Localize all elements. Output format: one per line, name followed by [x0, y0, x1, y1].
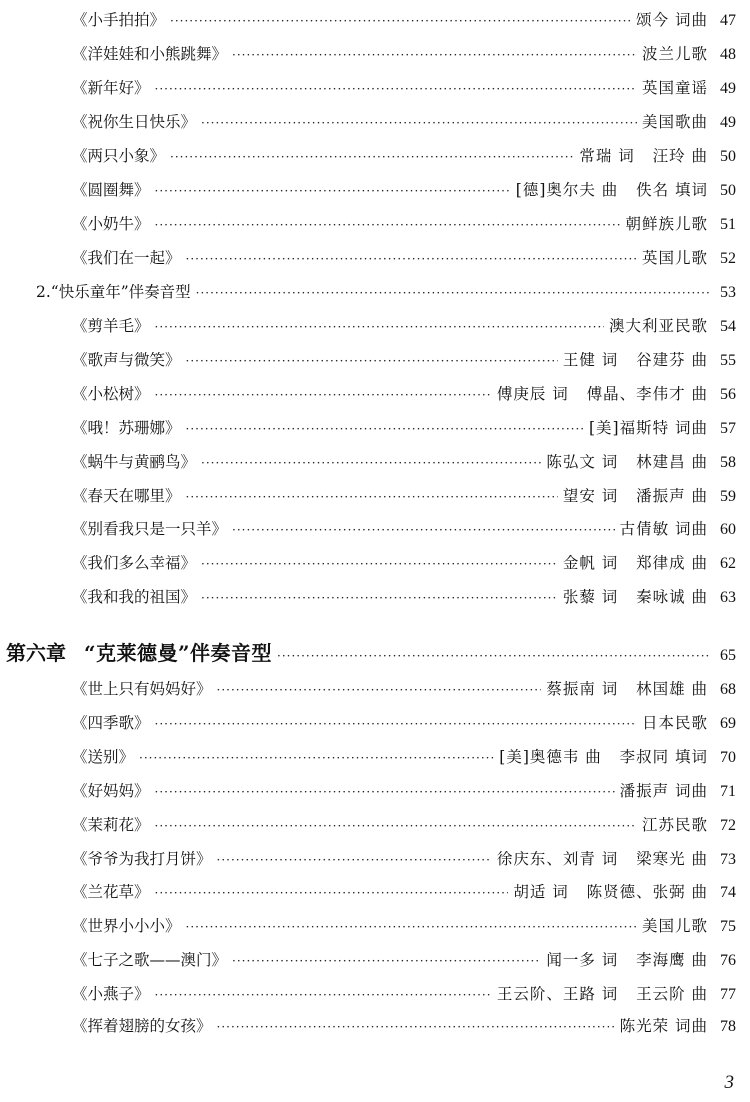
entry-credit: 傅庚辰 词 傅晶、李伟才 曲	[496, 385, 708, 403]
entry-credit: 蔡振南 词 林国雄 曲	[546, 680, 708, 698]
dot-leader	[155, 79, 637, 99]
toc-entry[interactable]	[72, 384, 736, 405]
toc-entry[interactable]	[72, 747, 736, 768]
toc-section-entry[interactable]	[36, 282, 736, 303]
dot-leader	[155, 385, 492, 405]
dot-leader	[186, 917, 637, 937]
entry-credit: 江苏民歌	[641, 816, 708, 834]
entry-credit: 日本民歌	[641, 714, 708, 732]
dot-leader	[155, 181, 511, 201]
entry-page: 48	[720, 46, 736, 63]
entry-title: 《小燕子》	[72, 985, 150, 1003]
chapter-label: 第六章	[6, 641, 66, 665]
entry-title: 《小奶牛》	[72, 215, 150, 233]
entry-page: 57	[720, 420, 736, 437]
dot-leader	[186, 249, 637, 269]
entry-title: 《我们在一起》	[72, 249, 181, 267]
entry-credit: 英国童谣	[641, 79, 708, 97]
toc-entry[interactable]	[72, 214, 736, 235]
entry-title: 《好妈妈》	[72, 782, 150, 800]
toc-entry[interactable]	[72, 486, 736, 507]
dot-leader	[232, 951, 541, 971]
dot-leader	[217, 850, 492, 870]
dot-leader	[201, 113, 637, 133]
entry-page: 71	[720, 783, 736, 800]
toc-entry[interactable]	[72, 10, 736, 31]
entry-page: 60	[720, 521, 736, 538]
entry-credit: 胡适 词 陈贤德、张弼 曲	[513, 883, 708, 901]
toc-entry[interactable]	[72, 1016, 736, 1037]
dot-leader	[186, 419, 584, 439]
dot-leader	[170, 147, 574, 167]
entry-title: 《小手拍拍》	[72, 11, 166, 29]
entry-page: 49	[720, 80, 736, 97]
entry-page: 56	[720, 386, 736, 403]
entry-page: 63	[720, 589, 736, 606]
toc-entry[interactable]	[72, 916, 736, 937]
entry-credit: [美]奥德韦 曲 李叔同 填词	[499, 748, 708, 766]
entry-credit: 王健 词 谷建芬 曲	[562, 351, 708, 369]
entry-title: 《爷爷为我打月饼》	[72, 850, 212, 868]
toc-entry[interactable]	[72, 553, 736, 574]
entry-title: 《祝你生日快乐》	[72, 113, 197, 131]
entry-page: 70	[720, 749, 736, 766]
entry-page: 74	[720, 884, 736, 901]
dot-leader	[155, 816, 637, 836]
entry-page: 77	[720, 986, 736, 1003]
entry-credit: 澳大利亚民歌	[608, 317, 708, 335]
toc-entry[interactable]	[72, 950, 736, 971]
toc-entry[interactable]	[72, 815, 736, 836]
dot-leader	[201, 588, 558, 608]
entry-credit: 张藜 词 秦咏诚 曲	[562, 588, 708, 606]
toc-entry[interactable]	[72, 713, 736, 734]
entry-credit: 颂今 词曲	[636, 11, 708, 29]
toc-entry[interactable]	[72, 849, 736, 870]
entry-page: 68	[720, 681, 736, 698]
entry-page: 50	[720, 148, 736, 165]
dot-leader	[232, 520, 615, 540]
entry-title: 《春天在哪里》	[72, 487, 181, 505]
dot-leader	[155, 782, 615, 802]
dot-leader	[155, 883, 509, 903]
entry-title: 《圆圈舞》	[72, 181, 150, 199]
entry-title: 《歌声与微笑》	[72, 351, 181, 369]
toc-entry[interactable]	[72, 882, 736, 903]
entry-credit: 美国歌曲	[641, 113, 708, 131]
entry-title: 《小松树》	[72, 385, 150, 403]
entry-title: 《兰花草》	[72, 883, 150, 901]
entry-title: 《世界小小小》	[72, 917, 181, 935]
entry-credit: 陈弘文 词 林建昌 曲	[546, 453, 708, 471]
entry-page: 59	[720, 488, 736, 505]
entry-page: 49	[720, 114, 736, 131]
toc-entry[interactable]	[72, 180, 736, 201]
dot-leader	[155, 985, 492, 1005]
dot-leader	[186, 487, 558, 507]
dot-leader	[217, 1017, 615, 1037]
entry-page: 65	[720, 647, 736, 664]
toc-entry[interactable]	[72, 78, 736, 99]
entry-credit: 金帆 词 郑律成 曲	[562, 554, 708, 572]
entry-title: 《别看我只是一只羊》	[72, 520, 228, 538]
toc-entry[interactable]	[72, 146, 736, 167]
entry-page: 58	[720, 454, 736, 471]
entry-credit: 徐庆东、刘青 词 梁寒光 曲	[496, 850, 708, 868]
toc-entry[interactable]	[72, 112, 736, 133]
entry-title: 《两只小象》	[72, 147, 166, 165]
toc-entry[interactable]	[72, 519, 736, 540]
entry-title: 《七子之歌——澳门》	[72, 951, 228, 969]
entry-page: 78	[720, 1018, 736, 1035]
dot-leader	[232, 45, 637, 65]
entry-page: 53	[720, 284, 736, 301]
toc-entry[interactable]	[72, 587, 736, 608]
entry-page: 47	[720, 12, 736, 29]
toc-entry[interactable]	[72, 679, 736, 700]
entry-page: 50	[720, 182, 736, 199]
dot-leader	[170, 11, 631, 31]
entry-credit: [德]奥尔夫 曲 佚名 填词	[515, 181, 708, 199]
entry-title: 《我和我的祖国》	[72, 588, 197, 606]
entry-title: 《世上只有妈妈好》	[72, 680, 212, 698]
entry-title: 《茉莉花》	[72, 816, 150, 834]
dot-leader	[196, 283, 709, 303]
dot-leader	[155, 714, 637, 734]
toc-entry[interactable]	[72, 984, 736, 1005]
toc-entry[interactable]	[72, 316, 736, 337]
toc-entry[interactable]	[72, 418, 736, 439]
entry-title: “克莱德曼”伴奏音型	[84, 641, 273, 665]
dot-leader	[139, 748, 494, 768]
entry-title: 《蜗牛与黄鹂鸟》	[72, 453, 197, 471]
entry-credit: 陈光荣 词曲	[619, 1017, 708, 1035]
entry-credit: 王云阶、王路 词 王云阶 曲	[496, 985, 708, 1003]
entry-page: 52	[720, 250, 736, 267]
entry-title: 《洋娃娃和小熊跳舞》	[72, 45, 228, 63]
entry-title: 《挥着翅膀的女孩》	[72, 1017, 212, 1035]
dot-leader	[201, 554, 558, 574]
entry-title: 《四季歌》	[72, 714, 150, 732]
dot-leader	[155, 215, 621, 235]
toc-entry[interactable]	[72, 44, 736, 65]
entry-page: 75	[720, 918, 736, 935]
entry-credit: [美]福斯特 词曲	[588, 419, 708, 437]
entry-title: 《哦！苏珊娜》	[72, 419, 181, 437]
page-number: 3	[724, 1072, 734, 1093]
entry-credit: 闻一多 词 李海鹰 曲	[546, 951, 708, 969]
entry-page: 69	[720, 715, 736, 732]
entry-title: 《我们多么幸福》	[72, 554, 197, 572]
entry-page: 73	[720, 851, 736, 868]
entry-title: 《剪羊毛》	[72, 317, 150, 335]
entry-title: 《送别》	[72, 748, 135, 766]
toc-entry[interactable]	[72, 248, 736, 269]
entry-title: 《新年好》	[72, 79, 150, 97]
entry-page: 51	[720, 216, 736, 233]
dot-leader	[201, 453, 541, 473]
entry-credit: 古倩敏 词曲	[619, 520, 708, 538]
dot-leader	[186, 351, 558, 371]
entry-page: 62	[720, 555, 736, 572]
entry-credit: 常瑞 词 汪玲 曲	[579, 147, 708, 165]
entry-credit: 英国儿歌	[641, 249, 708, 267]
toc-entry[interactable]	[72, 350, 736, 371]
entry-page: 54	[720, 318, 736, 335]
entry-title: 2.“快乐童年”伴奏音型	[36, 283, 191, 301]
dot-leader	[217, 680, 542, 700]
entry-credit: 美国儿歌	[641, 917, 708, 935]
toc-chapter-entry[interactable]	[6, 641, 736, 668]
entry-page: 76	[720, 952, 736, 969]
entry-credit: 波兰儿歌	[641, 45, 708, 63]
entry-credit: 望安 词 潘振声 曲	[562, 487, 708, 505]
entry-page: 55	[720, 352, 736, 369]
entry-credit: 潘振声 词曲	[619, 782, 708, 800]
toc-entry[interactable]	[72, 781, 736, 802]
toc-entry[interactable]	[72, 452, 736, 473]
dot-leader	[155, 317, 604, 337]
entry-page: 72	[720, 817, 736, 834]
dot-leader	[277, 644, 709, 668]
entry-credit: 朝鲜族儿歌	[625, 215, 708, 233]
